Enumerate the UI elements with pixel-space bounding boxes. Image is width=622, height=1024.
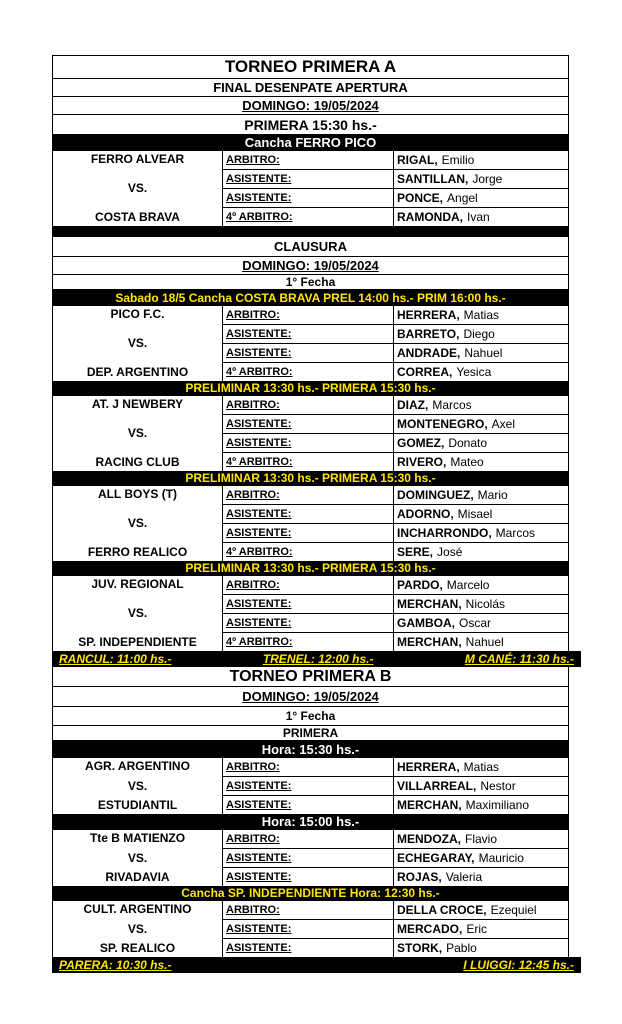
home-team: AGR. ARGENTINO [85, 759, 190, 773]
match-teams [53, 306, 223, 381]
match-row [52, 306, 569, 381]
official-name: VILLARREAL, Nestor [397, 779, 516, 793]
match-header: Cancha SP. INDEPENDIENTE Hora: 12:30 hs.- [52, 886, 569, 901]
official-row [223, 614, 568, 633]
official-name: HERRERA, Matias [397, 308, 500, 322]
vs-label: VS. [127, 336, 148, 350]
official-row [223, 830, 568, 849]
clausura-fecha: 1° Fecha [52, 275, 569, 290]
official-role: ASISTENTE: [223, 434, 394, 452]
official-role: ARBITRO: [223, 830, 394, 848]
official-role: ASISTENTE: [223, 170, 394, 188]
match-header: Hora: 15:30 hs.- [52, 741, 569, 758]
footer-item: TRENEL: 12:00 hs.- [262, 651, 374, 666]
match-teams [53, 576, 223, 651]
match-officials [223, 758, 568, 814]
match-officials [223, 306, 568, 381]
official-role: ASISTENTE: [223, 325, 394, 343]
official-name: DOMINGUEZ, Mario [397, 488, 508, 502]
official-name: MONTENEGRO, Axel [397, 417, 516, 431]
vs-label: VS. [127, 921, 148, 936]
official-row [223, 758, 568, 777]
official-row [223, 344, 568, 363]
official-name: MERCADO, Eric [397, 922, 488, 936]
official-row [223, 633, 568, 651]
official-role: 4º ARBITRO: [223, 453, 394, 471]
official-role: ASISTENTE: [223, 189, 394, 207]
official-role: ASISTENTE: [223, 777, 394, 795]
official-row [223, 396, 568, 415]
official-name: RIGAL, Emilio [397, 153, 475, 167]
primera-a-title: TORNEO PRIMERA A [52, 55, 569, 79]
official-name: GOMEZ, Donato [397, 436, 488, 450]
primera-a-time: PRIMERA 15:30 hs.- [52, 115, 569, 135]
official-role: ASISTENTE: [223, 614, 394, 632]
match-officials [223, 830, 568, 886]
official-role: ARBITRO: [223, 758, 394, 776]
official-row [223, 796, 568, 814]
official-role: 4º ARBITRO: [223, 543, 394, 561]
official-row [223, 170, 568, 189]
away-team: SP. INDEPENDIENTE [78, 635, 197, 649]
official-name: PARDO, Marcelo [397, 578, 490, 592]
home-team: Tte B MATIENZO [89, 831, 186, 845]
official-name: ADORNO, Misael [397, 507, 493, 521]
match-teams [53, 901, 223, 957]
away-team: SP. REALICO [99, 941, 176, 955]
away-team: FERRO REALICO [87, 545, 188, 559]
official-role: ASISTENTE: [223, 849, 394, 867]
official-row [223, 208, 568, 226]
official-row [223, 151, 568, 170]
official-role: ASISTENTE: [223, 505, 394, 523]
match-teams [53, 830, 223, 886]
match-teams [53, 396, 223, 471]
official-row [223, 486, 568, 505]
final-officials [223, 151, 568, 226]
official-role: ASISTENTE: [223, 595, 394, 613]
official-role: ASISTENTE: [223, 344, 394, 362]
clausura-matches [52, 290, 569, 651]
official-row [223, 434, 568, 453]
footer-item: I LUIGGI: 12:45 hs.- [463, 957, 574, 972]
official-role: ASISTENTE: [223, 868, 394, 886]
away-team: COSTA BRAVA [95, 210, 180, 224]
match-header: PRELIMINAR 13:30 hs.- PRIMERA 15:30 hs.- [52, 561, 569, 576]
official-role: 4º ARBITRO: [223, 363, 394, 381]
final-teams [53, 151, 223, 226]
vs-label: VS. [127, 181, 148, 195]
official-row [223, 868, 568, 886]
clausura-date [52, 257, 569, 275]
primera-b-matches [52, 741, 569, 957]
match-header: PRELIMINAR 13:30 hs.- PRIMERA 15:30 hs.- [52, 381, 569, 396]
official-role: ARBITRO: [223, 151, 394, 169]
home-team: JUV. REGIONAL [91, 577, 184, 591]
match-header: Hora: 15:00 hs.- [52, 814, 569, 830]
official-role: ASISTENTE: [223, 524, 394, 542]
match-row [52, 830, 569, 886]
primera-b-fecha: 1° Fecha [52, 707, 569, 726]
away-team: RACING CLUB [95, 455, 180, 469]
official-name: STORK, Pablo [397, 941, 477, 955]
away-team: ESTUDIANTIL [97, 798, 178, 812]
official-name: DELLA CROCE, Ezequiel [397, 903, 537, 917]
primera-b-date-text: DOMINGO: 19/05/2024 [242, 689, 379, 704]
match-row [52, 396, 569, 471]
official-row [223, 505, 568, 524]
official-name: RIVERO, Mateo [397, 455, 484, 469]
footer-item: PARERA: 10:30 hs.- [59, 957, 172, 972]
official-row [223, 901, 568, 920]
primera-b-date [52, 687, 569, 707]
separator-bar [52, 226, 569, 237]
primera-a-subtitle: FINAL DESENPATE APERTURA [52, 79, 569, 97]
official-row [223, 595, 568, 614]
official-row [223, 415, 568, 434]
final-match [52, 151, 569, 226]
official-row [223, 777, 568, 796]
primera-b-category: PRIMERA [52, 726, 569, 741]
match-row [52, 486, 569, 561]
primera-a-date [52, 97, 569, 115]
vs-label: VS. [127, 516, 148, 530]
primera-a-venue: Cancha FERRO PICO [52, 135, 569, 151]
official-row [223, 189, 568, 208]
official-name: HERRERA, Matias [397, 760, 500, 774]
official-name: BARRETO, Diego [397, 327, 495, 341]
home-team: ALL BOYS (T) [97, 487, 178, 501]
official-name: MERCHAN, Nicolás [397, 597, 506, 611]
home-team: CULT. ARGENTINO [83, 902, 192, 916]
away-team: RIVADAVIA [105, 870, 170, 884]
match-row [52, 576, 569, 651]
primera-a-footer [52, 651, 581, 667]
footer-item: M CANÉ: 11:30 hs.- [464, 651, 574, 666]
official-role: ARBITRO: [223, 486, 394, 504]
official-row [223, 576, 568, 595]
official-row [223, 453, 568, 471]
official-role: ARBITRO: [223, 396, 394, 414]
official-row [223, 543, 568, 561]
clausura-title: CLAUSURA [52, 237, 569, 257]
official-name: MERCHAN, Nahuel [397, 635, 504, 649]
official-role: 4º ARBITRO: [223, 633, 394, 651]
vs-label: VS. [127, 606, 148, 620]
match-officials [223, 901, 568, 957]
official-role: ARBITRO: [223, 901, 394, 919]
official-name: ECHEGARAY, Mauricio [397, 851, 524, 865]
footer-item: RANCUL: 11:00 hs.- [59, 651, 172, 666]
match-officials [223, 576, 568, 651]
official-role: ASISTENTE: [223, 415, 394, 433]
official-row [223, 939, 568, 957]
official-role: ASISTENTE: [223, 939, 394, 957]
official-row [223, 306, 568, 325]
official-name: RAMONDA, Ivan [397, 210, 490, 224]
vs-label: VS. [127, 778, 148, 793]
official-name: MERCHAN, Maximiliano [397, 798, 530, 812]
official-row [223, 920, 568, 939]
vs-label: VS. [127, 426, 148, 440]
fixture-sheet [52, 55, 574, 973]
official-name: GAMBOA, Oscar [397, 616, 492, 630]
home-team: FERRO ALVEAR [90, 152, 185, 166]
match-teams [53, 758, 223, 814]
official-role: ARBITRO: [223, 576, 394, 594]
official-name: DIAZ, Marcos [397, 398, 472, 412]
official-role: ASISTENTE: [223, 920, 394, 938]
primera-a-date-text: DOMINGO: 19/05/2024 [242, 98, 379, 113]
match-officials [223, 486, 568, 561]
official-role: ASISTENTE: [223, 796, 394, 814]
match-row [52, 901, 569, 957]
primera-b-title: TORNEO PRIMERA B [52, 667, 569, 687]
match-officials [223, 396, 568, 471]
official-row [223, 325, 568, 344]
official-name: CORREA, Yesica [397, 365, 492, 379]
match-header: PRELIMINAR 13:30 hs.- PRIMERA 15:30 hs.- [52, 471, 569, 486]
primera-b-footer [52, 957, 581, 973]
official-row [223, 849, 568, 868]
official-name: ANDRADE, Nahuel [397, 346, 503, 360]
official-row [223, 524, 568, 543]
official-name: SERE, José [397, 545, 463, 559]
official-name: PONCE, Angel [397, 191, 478, 205]
official-name: SANTILLAN, Jorge [397, 172, 503, 186]
official-row [223, 363, 568, 381]
official-name: INCHARRONDO, Marcos [397, 526, 536, 540]
match-header: Sabado 18/5 Cancha COSTA BRAVA PREL 14:00 hs.- PRIM 16:00 hs.- [52, 290, 569, 306]
away-team: DEP. ARGENTINO [86, 365, 189, 379]
official-role: ARBITRO: [223, 306, 394, 324]
clausura-date-text: DOMINGO: 19/05/2024 [242, 258, 379, 273]
match-teams [53, 486, 223, 561]
home-team: PICO F.C. [110, 307, 165, 321]
official-name: MENDOZA, Flavio [397, 832, 498, 846]
vs-label: VS. [127, 850, 148, 865]
home-team: AT. J NEWBERY [91, 397, 184, 411]
official-role: 4º ARBITRO: [223, 208, 394, 226]
official-name: ROJAS, Valeria [397, 870, 483, 884]
match-row [52, 758, 569, 814]
